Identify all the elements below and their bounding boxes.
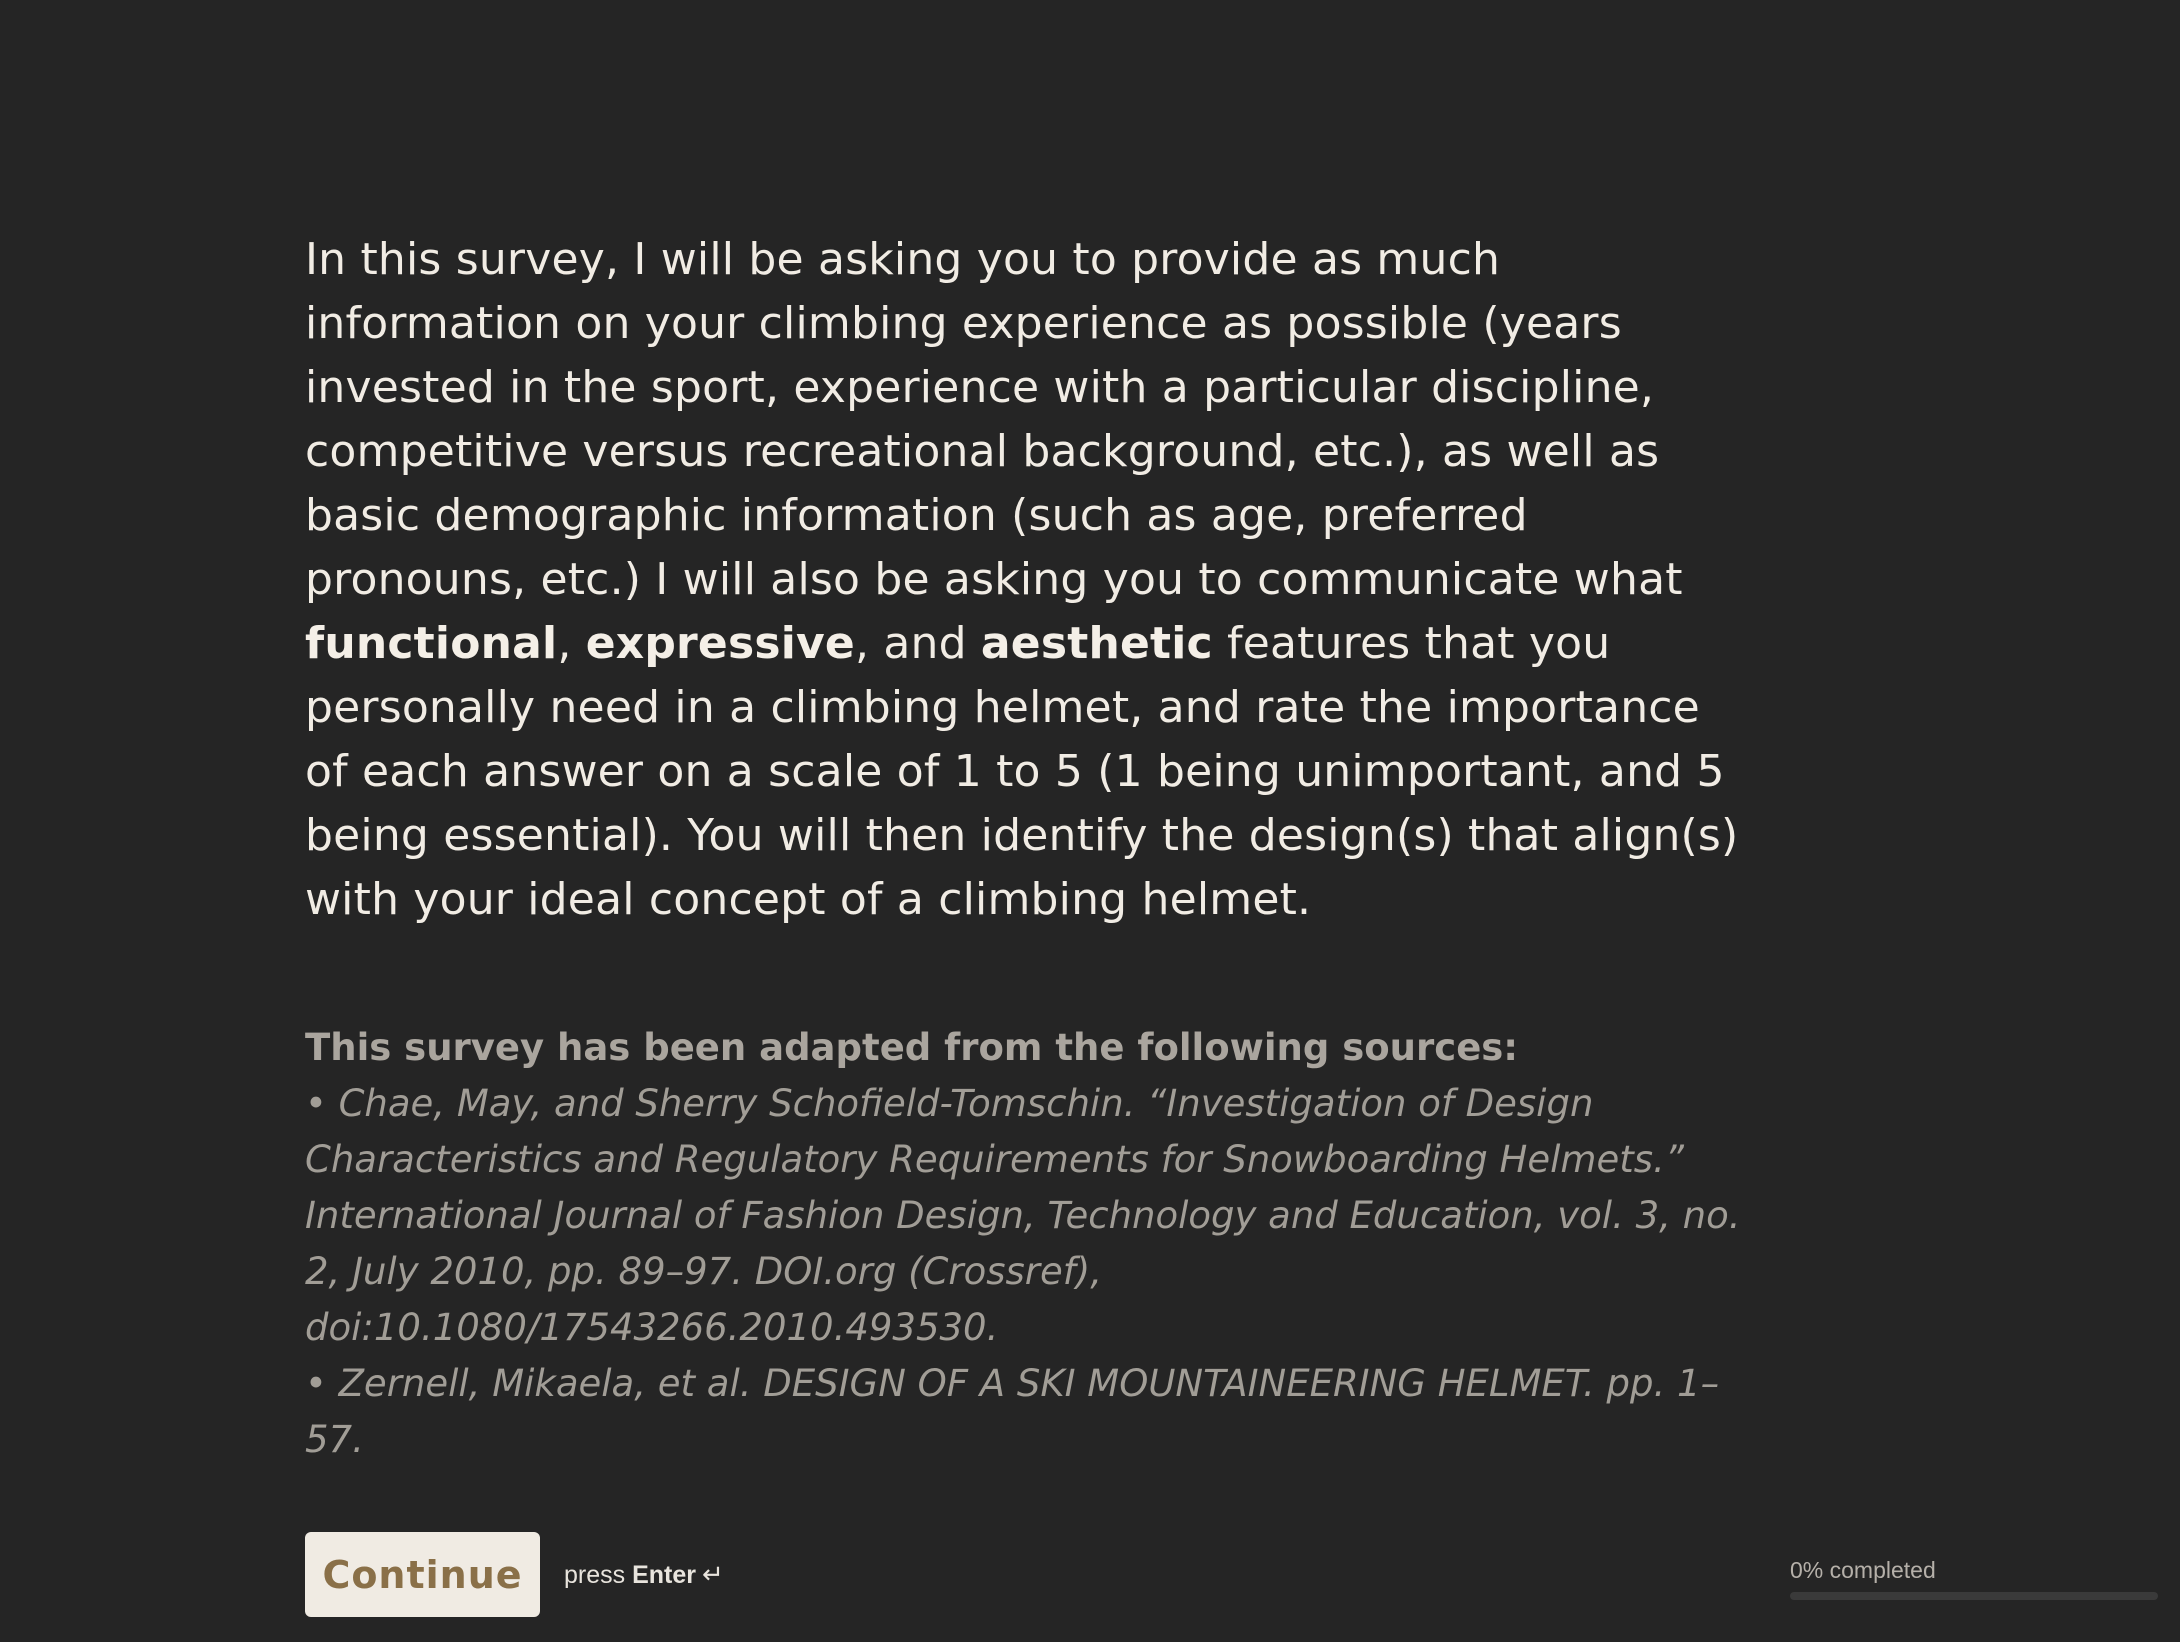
sources-heading: This survey has been adapted from the following sources: [305, 1026, 1519, 1069]
progress-track [1790, 1592, 2158, 1600]
progress-indicator [1790, 1557, 2158, 1600]
keyboard-hint [564, 1559, 724, 1590]
source-item: • Chae, May, and Sherry Schofield-Tomschin. “Investigation of Design Characteristics and Regulatory Requirements for Snowboarding Helmets.” International Journal of Fashion Design, Technology and Education, vol. 3, no. 2, July 2010, pp. 89–97. DOI.org (Crossref), doi:10.1080/17543266.2010.493530. [305, 1082, 1741, 1349]
intro-text-part1: In this survey, I will be asking you to provide as much information on your climbing experience as possible (years invested in the sport, experience with a particular discipline, competitive versus recreational background, etc.), as well as basic demographic information (such as age, preferred pronouns, etc.) I will also be asking you to communicate what [305, 234, 1683, 605]
survey-welcome-screen [305, 228, 1755, 1617]
hint-prefix: press [564, 1561, 633, 1589]
continue-button[interactable]: Continue [305, 1532, 540, 1617]
sources-section [305, 1020, 1755, 1468]
emphasis-expressive: expressive [585, 618, 855, 669]
progress-label: 0% completed [1790, 1557, 1936, 1583]
intro-paragraph [305, 228, 1755, 932]
intro-separator-1: , [557, 618, 586, 669]
actions-row [305, 1532, 1755, 1617]
intro-text-part2: features that you personally need in a climbing helmet, and rate the importance of each answer on a scale of 1 to 5 (1 being unimportant, and 5 being essential). You will then identify the design(s) that align(s) with your ideal concept of a climbing helmet. [305, 618, 1739, 925]
intro-separator-2: , and [854, 618, 981, 669]
enter-icon: ↵ [702, 1559, 724, 1589]
emphasis-aesthetic: aesthetic [980, 618, 1213, 669]
source-item: • Zernell, Mikaela, et al. DESIGN OF A SKI MOUNTAINEERING HELMET. pp. 1–57. [305, 1362, 1720, 1461]
emphasis-functional: functional [305, 618, 558, 669]
hint-key: Enter [632, 1561, 696, 1589]
